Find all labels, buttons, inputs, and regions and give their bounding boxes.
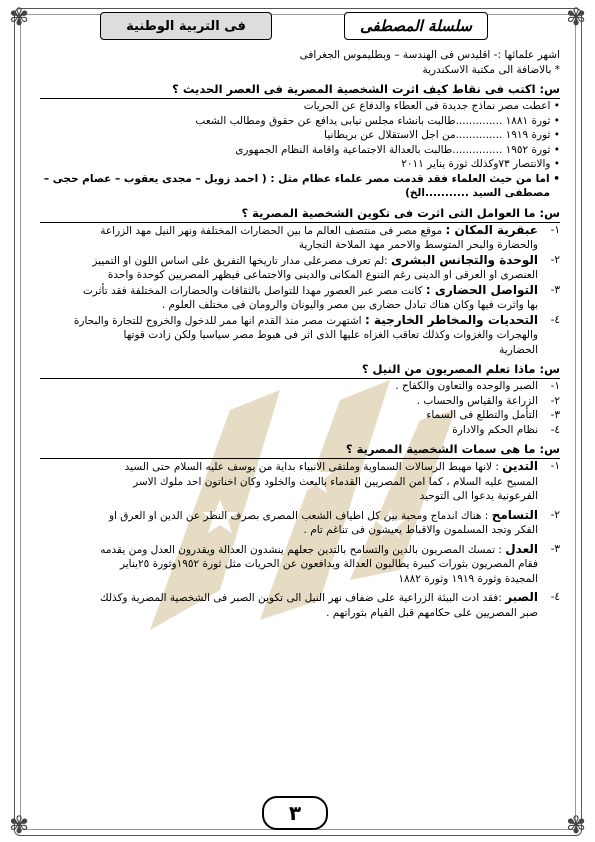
item-text: اشتهرت مصر منذ القدم انها ممر للدخول والخروج للتجارة والبحارة (73, 314, 365, 327)
item-text: الفرعونية يدعوا الى التوحيد (419, 490, 538, 502)
item-keyword: التواصل الحضارى : (425, 282, 538, 297)
item-text: والهجرات والغزوات وكذلك تعاقب الغزاه عليها الذى اثر فى هبوط مصر سياسيا ولكن زادت قوتها (123, 329, 538, 341)
question-title: س: ماذا تعلم المصريون من النيل ؟ (40, 360, 560, 379)
item-text: : هناك اندماج ومحبة بين كل اطياف الشعب المصرى بصرف النظر عن الدين او العرق او (108, 509, 492, 522)
list-item (40, 394, 560, 409)
item-text: :لم تعرف مصرعلى مدار تاريخها التفريق على اساس اللون او التمييز (92, 254, 392, 267)
item-keyword: العدل (505, 541, 538, 556)
item-text: فقام المصريون بثورات كبيرة يطالبون العدالة ويدافعون عن الحريات مثل ثورة ١٩٥٢وثورة ٢٥يناير (119, 558, 538, 570)
item-keyword: عبقرية المكان : (445, 222, 538, 237)
item-number: ٢- (550, 508, 560, 521)
list-item: • ثورة ١٩١٩ ..............من اجل الاستقلال عن بريطانيا (40, 128, 560, 143)
page-number: ٣ (262, 796, 328, 830)
item-number: ٤- (550, 591, 560, 603)
list-item (40, 253, 560, 283)
item-text: : لانها مهبط الرسالات السماوية وملتقى الانبياء بداية من يوسف عليه السلام حتى السيد (124, 461, 503, 473)
item-number: ٢- (550, 394, 560, 407)
question-title: س: ما هى سمات الشخصية المصرية ؟ (40, 440, 560, 459)
list-item (40, 313, 560, 358)
corner-ornament-icon: ✾ (565, 811, 587, 839)
item-keyword: التسامح (491, 507, 538, 522)
question-title: س: اكتب فى نقاط كيف اثرت الشخصية المصرية فى العصر الحديث ؟ (40, 80, 560, 99)
list-item: • والانتصار ٧٣وكذلك ثورة يناير ٢٠١١ (40, 157, 560, 172)
item-number: ١- (550, 223, 560, 236)
list-item (40, 283, 560, 313)
item-keyword: الصبر (505, 590, 538, 604)
item-text: الفكر وتجد المسلمون والاقباط يعيشون فى تناغم تام . (303, 524, 538, 536)
corner-ornament-icon: ✾ (8, 3, 30, 31)
item-number: ١- (550, 460, 560, 472)
subject-title: فى التربية الوطنية (100, 12, 272, 40)
list-item (40, 542, 560, 587)
item-number: ٣- (550, 283, 560, 296)
list-item: • ثورة ١٨٨١ ..............طالبت بانشاء مجلس نيابى يدافع عن حقوق ومطالب الشعب (40, 114, 560, 129)
item-number: ٣- (550, 542, 560, 555)
item-text: بها واثرت فيها وكان هناك تبادل حضارى بين مصر واليونان والرومان فى مختلف العلوم . (161, 299, 538, 311)
item-number: ٤- (550, 423, 560, 436)
list-item (40, 423, 560, 438)
item-text: : تمسك المصريون بالدين والتسامح بالتدين جعلهم ينشدون العدالة ويقدرون العدل ومن يقدمه (100, 543, 506, 556)
intro-line: اشهر علمائها :- اقليدس فى الهندسة – وبطليموس الجغرافى (299, 49, 560, 61)
list-item: • اما من حيث العلماء فقد قدمت مصر علماء عظام مثل : ( احمد زويل – مجدى يعقوب – عصام حجى – (40, 172, 560, 187)
item-text: :فقد ادت البيئة الزراعية على ضفاف نهر النيل الى تكوين الصبر فى الشخصية المصرية وكذلك (99, 592, 506, 604)
item-text: نظام الحكم والادارة (452, 423, 538, 436)
item-text: موقع مصر فى منتصف العالم ما بين الحضارات المختلفة ونهر النيل مهد الزراعة (100, 224, 446, 237)
item-number: ٤- (550, 313, 560, 326)
list-item (40, 379, 560, 394)
item-number: ٣- (550, 409, 560, 421)
item-keyword: الوحدة والتجانس البشرى (391, 252, 538, 267)
item-keyword: التحديات والمخاطر الخارجية : (364, 312, 538, 327)
item-text: التأمل والتطلع فى السماء (426, 409, 538, 421)
item-text: والحضارة والبحر المتوسط والاحمر مهد الملاحة التجارية (298, 239, 538, 251)
list-item (40, 508, 560, 538)
list-item (40, 459, 560, 504)
question-title: س: ما العوامل التى اثرت فى تكوين الشخصية المصرية ؟ (40, 204, 560, 223)
item-number: ١- (550, 380, 560, 392)
item-text: العنصرى او العرقى او الدينى رغم التنوع المكانى والدينى والاجتماعى فيظهر المصريين كوحدة واحدة (107, 269, 538, 281)
list-item (40, 223, 560, 253)
list-item: • اعطت مصر نماذج جديدة فى العطاء والدفاع عن الحريات (40, 99, 560, 114)
list-item-continuation: مصطفى السيد ...........الخ) (405, 187, 550, 199)
corner-ornament-icon: ✾ (565, 3, 587, 31)
item-text: المجيدة وثورة ١٩١٩ وثورة ١٨٨٢ (398, 572, 538, 585)
list-item (40, 590, 560, 620)
item-text: كانت مصر عبر العصور مهدا للتواصل بالثقافات والحضارات المختلفة فقد تأثرت (82, 284, 426, 297)
item-number: ٢- (550, 253, 560, 266)
intro-line: * بالاضافة الى مكتبة الاسكندرية (422, 63, 560, 76)
list-item: • ثورة ١٩٥٢ ...............طالبت بالعدالة الاجتماعية واقامة النظام الجمهورى (40, 143, 560, 158)
item-keyword: التدين (502, 459, 538, 473)
list-item (40, 408, 560, 423)
item-text: الحضارية (499, 343, 538, 356)
item-text: المسيح عليه السلام ، كما امن المصريين القدماء بالبعث والخلود وكان اخناتون احد ملوك الاسر (133, 475, 538, 488)
corner-ornament-icon: ✾ (8, 811, 30, 839)
item-text: صبر المصريين على حكامهم قبل القيام بثوراتهم . (326, 606, 538, 619)
series-title: سلسلة المصطفى (344, 12, 488, 40)
page-content (40, 48, 560, 620)
item-text: الصبر والوحده والتعاون والكفاح . (395, 380, 538, 392)
item-text: الزراعة والقياس والحساب . (416, 394, 538, 407)
